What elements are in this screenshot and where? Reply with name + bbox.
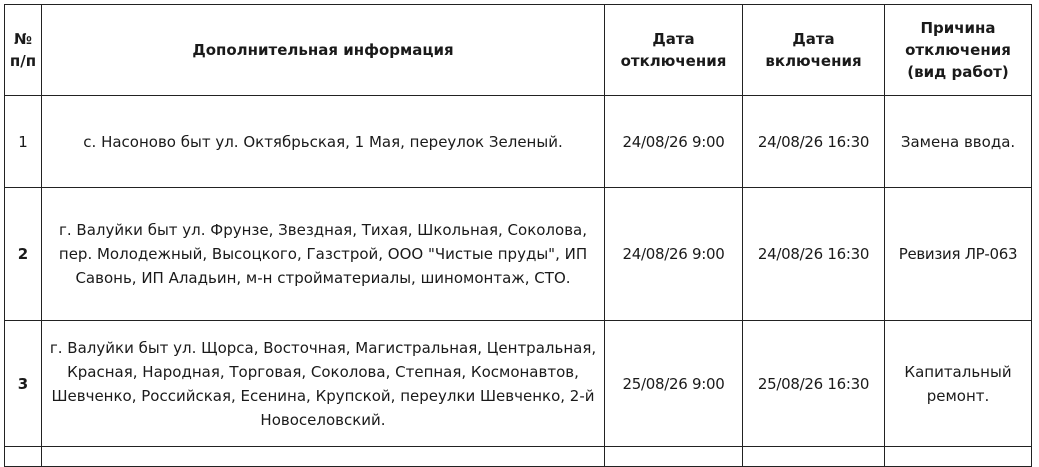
table-row — [5, 96, 1032, 188]
header-on-date: Дата включения — [743, 5, 885, 96]
row-on-date: 24/08/26 16:30 — [743, 188, 885, 321]
row-num: 2 — [5, 188, 42, 321]
row-reason: Капитальный ремонт. — [885, 321, 1032, 447]
outage-table — [4, 4, 1032, 467]
row-reason: Замена ввода. — [885, 96, 1032, 188]
header-reason: Причина отключения (вид работ) — [885, 5, 1032, 96]
row-num: 3 — [5, 321, 42, 447]
header-num: № п/п — [5, 5, 42, 96]
row-off-date: 25/08/26 9:00 — [605, 321, 743, 447]
row-reason: Ревизия ЛР-063 — [885, 188, 1032, 321]
row-info: с. Насоново быт ул. Октябрьская, 1 Мая, переулок Зеленый. — [42, 96, 605, 188]
row-on-date: 24/08/26 16:30 — [743, 96, 885, 188]
table-row — [5, 321, 1032, 447]
row-on-date: 25/08/26 16:30 — [743, 321, 885, 447]
header-info: Дополнительная информация — [42, 5, 605, 96]
row-info: г. Валуйки быт ул. Фрунзе, Звездная, Тихая, Школьная, Соколова, пер. Молодежный, Высоцкого, Газстрой, ООО "Чистые пруды", ИП Савонь, ИП Аладьин, м-н стройматериалы, шиномонтаж, СТО. — [42, 188, 605, 321]
row-info: г. Валуйки быт ул. Щорса, Восточная, Магистральная, Центральная, Красная, Народная, Торговая, Соколова, Степная, Космонавтов, Шевченко, Российская, Есенина, Крупской, переулки Шевченко, 2-й Новоселовский. — [42, 321, 605, 447]
table-header-row — [5, 5, 1032, 96]
header-off-date: Дата отключения — [605, 5, 743, 96]
row-off-date: 24/08/26 9:00 — [605, 188, 743, 321]
table-row — [5, 188, 1032, 321]
row-off-date: 24/08/26 9:00 — [605, 96, 743, 188]
row-num: 1 — [5, 96, 42, 188]
